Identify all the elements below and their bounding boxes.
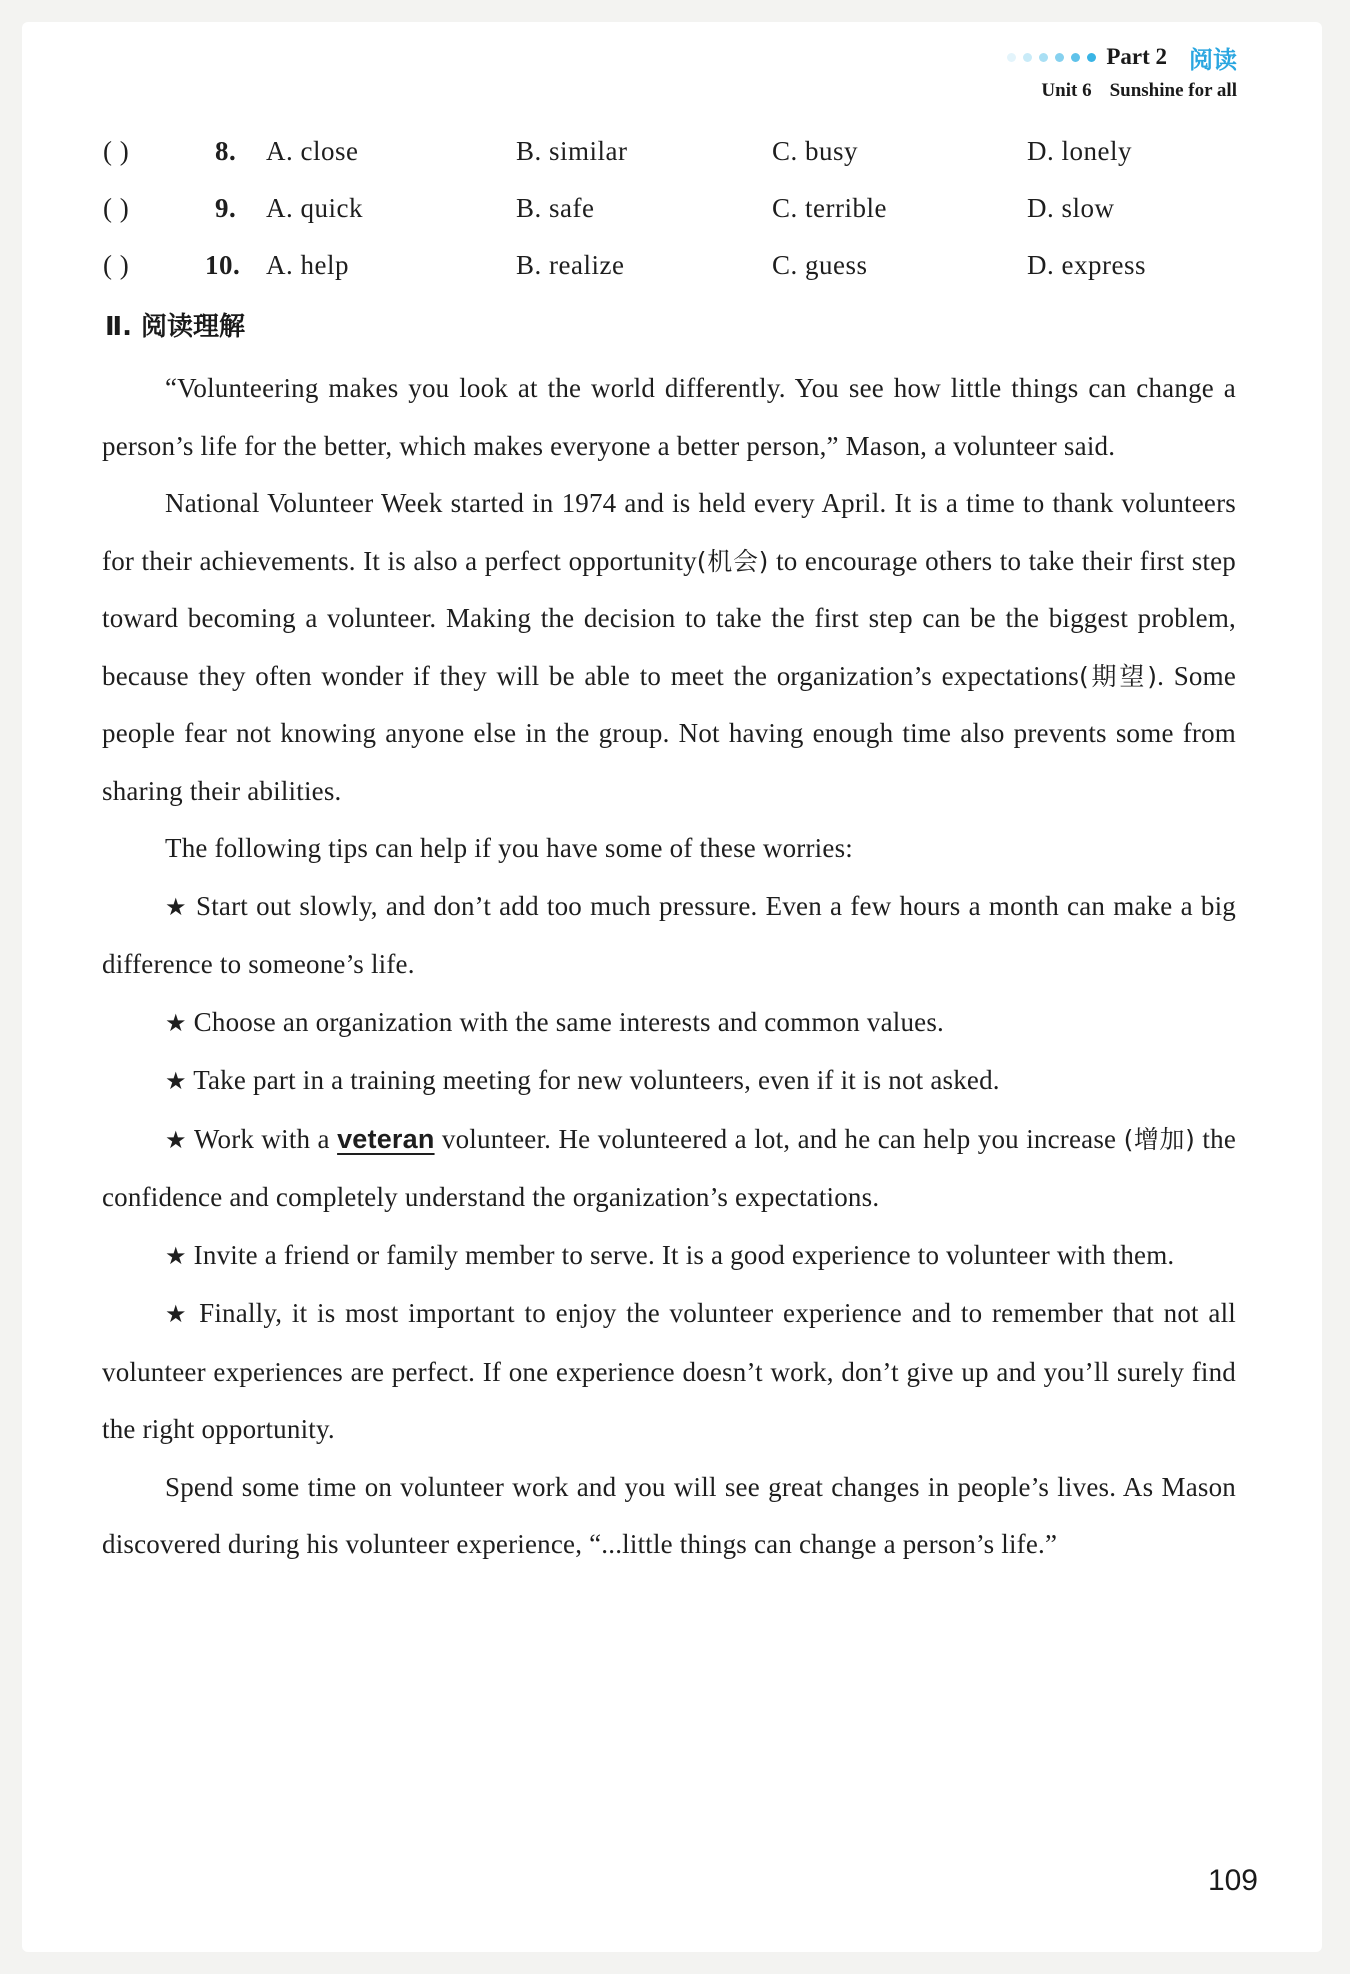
answer-blank[interactable]: ( )	[103, 136, 130, 166]
tip-item	[102, 878, 1236, 994]
option-d: D. slow	[1027, 193, 1115, 223]
paragraph-quote: “Volunteering makes you look at the world differently. You see how little things can change a person’s life for the better, which makes everyone a better person,” Mason, a volunteer said.	[102, 373, 1236, 461]
tip-text: volunteer. He volunteered a lot, and he can help you increase	[441, 1123, 1117, 1154]
star-icon: ★	[165, 892, 188, 921]
answer-blank[interactable]: ( )	[103, 193, 130, 223]
option-b: B. similar	[516, 136, 628, 166]
unit-number: Unit 6	[1041, 80, 1092, 101]
reading-passage	[102, 360, 1236, 1574]
option-c: C. busy	[772, 136, 859, 166]
page-number: 109	[1207, 1864, 1258, 1897]
option-d: D. express	[1027, 250, 1146, 280]
paragraph-text: to encourage others to take their first step toward becoming a volunteer. Making the decision to take the first step can be the biggest problem, because they often wonder if they will be able to meet the organization’s expectations	[102, 545, 1236, 691]
answer-blank[interactable]: ( )	[103, 250, 130, 280]
tip-text: Work with a	[193, 1123, 330, 1154]
tip-item	[102, 1227, 1236, 1286]
option-a: A. help	[266, 250, 349, 280]
tip-item	[102, 994, 1236, 1053]
tip-text: Finally, it is most important to enjoy the volunteer experience and to remember that not all volunteer experiences are perfect. If one experience doesn’t work, don’t give up and you’ll surely find the right opportunity.	[102, 1298, 1236, 1444]
option-c: C. guess	[772, 250, 868, 280]
paragraph-volunteer-week	[102, 475, 1236, 820]
paragraph-conclusion: Spend some time on volunteer work and you will see great changes in people’s lives. As Mason discovered during his volunteer experience, “...little things can change a person’s life.”	[102, 1471, 1236, 1559]
tip-text: the confidence and completely understand the organization’s expectations.	[102, 1123, 1237, 1212]
star-icon: ★	[165, 1300, 190, 1328]
option-a: A. quick	[266, 193, 363, 223]
question-number: 10.	[205, 250, 241, 280]
dot-icon	[1007, 53, 1016, 62]
star-icon: ★	[165, 1125, 188, 1154]
star-icon: ★	[165, 1067, 187, 1095]
vocabulary-word: veteran	[337, 1123, 435, 1154]
chinese-gloss: (期望)	[1078, 661, 1158, 691]
dot-icon	[1023, 53, 1032, 62]
paragraph-text: National Volunteer Week started in 1974 and is held every April. It is a time to thank volunteers for their achievements. It is also a perfect opportunity	[102, 488, 1236, 576]
paragraph-tips-intro: The following tips can help if you have some of these worries:	[165, 833, 853, 863]
dot-icon	[1071, 53, 1080, 62]
part-label: Part 2	[1106, 44, 1167, 69]
tip-text: Take part in a training meeting for new volunteers, even if it is not asked.	[193, 1065, 1000, 1095]
question-row-10	[103, 250, 1253, 290]
option-d: D. lonely	[1027, 136, 1132, 166]
unit-line	[637, 80, 1237, 102]
question-number: 8.	[215, 136, 237, 166]
decorative-dots	[1000, 53, 1096, 62]
unit-title: Sunshine for all	[1109, 80, 1237, 101]
section-heading: Ⅱ. 阅读理解	[105, 312, 246, 342]
chinese-gloss: (机会)	[696, 546, 769, 576]
tip-text: Choose an organization with the same interests and common values.	[193, 1006, 945, 1037]
option-b: B. realize	[516, 250, 625, 280]
paragraph-text: . Some people fear not knowing anyone else in the group. Not having enough time also prevents some from sharing their abilities.	[102, 660, 1237, 806]
star-icon: ★	[165, 1008, 187, 1037]
dot-icon	[1039, 53, 1048, 62]
tip-text: Start out slowly, and don’t add too much pressure. Even a few hours a month can make a big difference to someone’s life.	[102, 890, 1236, 979]
tip-item	[102, 1285, 1236, 1459]
star-icon: ★	[165, 1241, 187, 1270]
part-chinese-label: 阅读	[1189, 45, 1237, 74]
question-row-8	[103, 136, 1253, 176]
tip-item	[102, 1111, 1236, 1227]
question-row-9	[103, 193, 1253, 233]
header-top-line	[637, 40, 1237, 74]
chinese-gloss: (增加)	[1123, 1124, 1196, 1154]
option-a: A. close	[266, 136, 359, 166]
option-b: B. safe	[516, 193, 595, 223]
tip-text: Invite a friend or family member to serve. It is a good experience to volunteer with them.	[193, 1239, 1175, 1270]
tip-item	[102, 1052, 1236, 1111]
option-c: C. terrible	[772, 193, 887, 223]
dot-icon	[1087, 53, 1096, 62]
dot-icon	[1055, 53, 1064, 62]
page-header	[637, 40, 1237, 102]
question-number: 9.	[215, 193, 237, 223]
